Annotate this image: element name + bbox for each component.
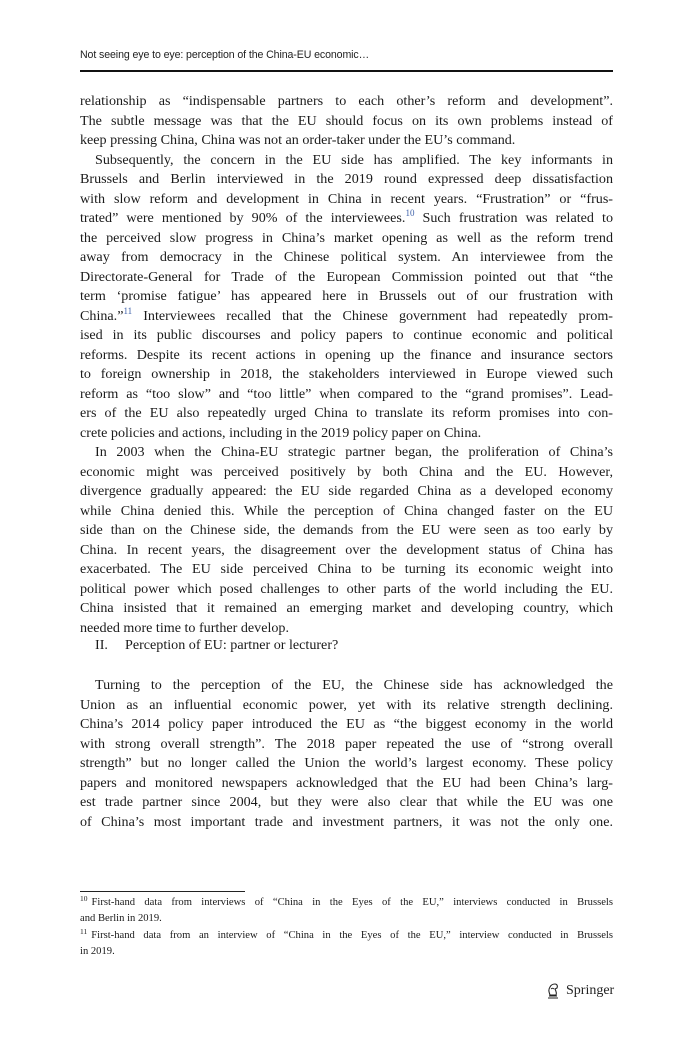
text-line: needed more time to further develop.	[80, 619, 289, 636]
text-segment: Such frustration was related to	[414, 210, 613, 226]
text-line: papers and monitored newspapers acknowledged that the EU had been China’s larg-	[80, 774, 613, 791]
text-line: while China denied this. While the perception of China changed faster on the EU	[80, 502, 613, 519]
text-line: reform as “too slow” and “too little” when compared to the “grand promises”. Lead-	[80, 385, 613, 402]
text-line: Turning to the perception of the EU, the Chinese side has acknowledged the	[95, 677, 613, 693]
text-line: divergence gradually appeared: the EU side regarded China as a developed economy	[80, 483, 613, 499]
footnote-11-line: in 2019.	[80, 946, 115, 957]
text-line: reforms. Despite its recent actions in opening up the finance and insurance sectors	[80, 346, 613, 363]
footnote-11-line	[80, 928, 613, 944]
footnote-text: First-hand data from an interview of “China in the Eyes of the EU,” interview conducted in Brussels	[91, 930, 613, 941]
footnote-mark: 10	[80, 894, 88, 903]
text-line: Brussels and Berlin interviewed in the 2019 round expressed deep dissatisfaction	[80, 171, 613, 187]
text-line: keep pressing China, China was not an order-taker under the EU’s command.	[80, 132, 516, 148]
footnote-text: First-hand data from interviews of “China in the Eyes of the EU,” interviews conducted in Brussels	[91, 897, 613, 908]
text-line: exacerbated. The EU side perceived China to be turning its economic weight into	[80, 561, 613, 577]
text-line-with-footnote	[80, 209, 613, 229]
footnote-10-line: and Berlin in 2019.	[80, 913, 162, 924]
publisher-name: Springer	[566, 983, 615, 998]
footnote-10-line	[80, 895, 613, 911]
text-segment: China.”	[80, 307, 124, 324]
text-line: term ‘promise fatigue’ has appeared here in Brussels out of our frustration with	[80, 288, 613, 304]
text-segment: Interviewees recalled that the Chinese government had repeatedly prom-	[132, 307, 613, 324]
text-line: with slow reform and development in China in recent years. “Frustration” or “frus-	[80, 190, 613, 207]
text-line: political power which posed challenges to other parts of the world including the EU.	[80, 580, 613, 597]
header-rule	[80, 70, 613, 72]
text-line: China insisted that it remained an emerging market and developing country, which	[80, 600, 613, 616]
text-line: Directorate-General for Trade of the European Commission pointed out that “the	[80, 268, 613, 285]
text-line: In 2003 when the China-EU strategic partner began, the proliferation of China’s	[95, 444, 613, 460]
text-line: China’s 2014 policy paper introduced the EU as “the biggest economy in the world	[80, 716, 613, 732]
text-line-with-footnote	[80, 307, 613, 327]
text-line: with strong overall strength”. The 2018 paper repeated the use of “strong overall	[80, 735, 613, 752]
springer-knight-icon	[545, 982, 561, 1000]
running-header: Not seeing eye to eye: perception of the China-EU economic…	[80, 49, 370, 61]
text-line: the perceived slow progress in China’s market opening as well as the reform trend	[80, 229, 613, 246]
text-line: side than on the Chinese side, the demands from the EU were seen as too early by	[80, 522, 613, 538]
text-line: est trade partner since 2004, but they were also clear that while the EU was one	[80, 794, 613, 810]
text-line: away from democracy in the Chinese political system. An interviewee from the	[80, 249, 613, 265]
text-line: of China’s most important trade and investment partners, it was not the only one.	[80, 813, 613, 830]
text-line: to foreign ownership in 2018, the stakeholders interviewed in Europe viewed such	[80, 366, 613, 382]
text-line: ers of the EU also repeatedly urged China to translate its reform promises into con-	[80, 405, 613, 421]
footnote-ref-11[interactable]: 11	[123, 305, 133, 316]
section-heading	[95, 637, 338, 654]
publisher-logo	[545, 982, 614, 1000]
text-line: Subsequently, the concern in the EU side has amplified. The key informants in	[95, 151, 613, 168]
footnote-mark: 11	[80, 927, 88, 936]
text-segment: trated” were mentioned by 90% of the interviewees.	[80, 210, 406, 226]
footnote-ref-10[interactable]: 10	[405, 208, 415, 218]
text-line: The subtle message was that the EU should focus on its own problems instead of	[80, 112, 613, 129]
text-line: economic might was perceived positively by both China and the EU. However,	[80, 463, 613, 480]
footnote-rule	[80, 891, 245, 892]
text-line: relationship as “indispensable partners to each other’s reform and development”.	[80, 93, 613, 109]
text-line: strength” but no longer called the Union the world’s largest economy. These policy	[80, 755, 613, 771]
section-title: Perception of EU: partner or lecturer?	[125, 637, 339, 653]
section-number: II.	[95, 637, 108, 653]
text-line: Union as an influential economic power, yet with its relative strength declining.	[80, 696, 613, 713]
text-line: crete policies and actions, including in the 2019 policy paper on China.	[80, 424, 482, 441]
text-line: China. In recent years, the disagreement over the development status of China has	[80, 541, 613, 558]
text-line: ised in its public discourses and policy papers to continue economic and political	[80, 327, 613, 343]
